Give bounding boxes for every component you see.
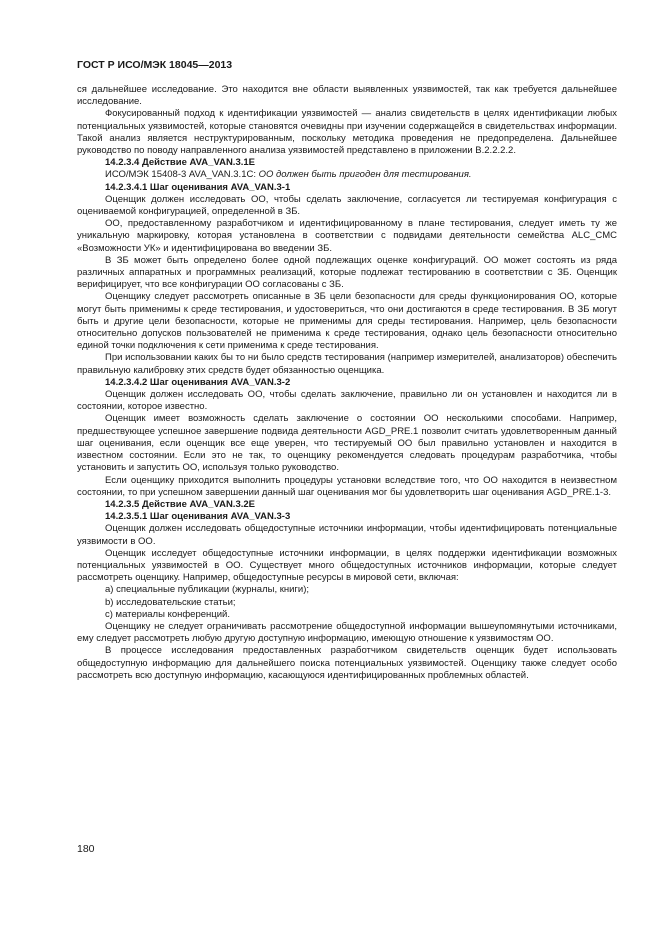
document-body (77, 84, 617, 682)
paragraph: Оценщик должен исследовать ОО, чтобы сделать заключение, согласуется ли тестируемая конфигурация с оцениваемой конфигурацией, определенной в ЗБ. (77, 193, 617, 218)
list-item: а) специальные публикации (журналы, книги); (105, 584, 310, 596)
paragraph: При использовании каких бы то ни было средств тестирования (например измерителей, анализаторов) обеспечить правильную калибровку этих средств будет обязанностью оценщика. (77, 352, 617, 376)
paragraph: Оценщику следует рассмотреть описанные в ЗБ цели безопасности для среды функционирования ОО, которые могут быть применимы к среде тестирования, и удостовериться, что они достигаются в среде тестирования. В ЗБ могут быть и другие цели безопасности, которые не применимы для среды тестирования. Например, цель безопасности относительно допусков пользователей не применима к среде тестирования, однако цель безопасности относительно единой точки подключения к сети применима к среде тестирования. (77, 291, 617, 352)
section-heading-14-2-3-5: 14.2.3.5 Действие AVA_VAN.3.2E (105, 498, 255, 510)
paragraph: Оценщик имеет возможность сделать заключение о состоянии ОО несколькими способами. Например, предшествующее успешное завершение подвида деятельности AGD_PRE.1 позволит считать удовлетворенным данный шаг оценивания, если оценщик все еще уверен, что тестируемый ОО был правильно установлен и находится в известном состоянии. Если это не так, то оценщику рекомендуется следовать процедурам разработчика, чтобы установить и запустить ОО, используя только руководство. (77, 413, 617, 474)
page-number: 180 (77, 843, 95, 855)
standard-reference (77, 169, 617, 181)
document-header: ГОСТ Р ИСО/МЭК 18045—2013 (77, 59, 233, 71)
reference-prefix: ИСО/МЭК 15408-3 AVA_VAN.3.1C: (105, 169, 259, 181)
paragraph: В процессе исследования предоставленных разработчиком свидетельств оценщик будет использовать общедоступную информацию для дальнейшего поиска потенциальных уязвимостей. Оценщику также следует особо рассмотреть всю доступную информацию, касающуюся идентифицированных проблемных областей. (77, 645, 617, 681)
section-heading-14-2-3-5-1: 14.2.3.5.1 Шаг оценивания AVA_VAN.3-3 (105, 511, 291, 523)
paragraph: ОО, предоставленному разработчиком и идентифицированному в плане тестирования, следует иметь ту же уникальную маркировку, которая установлена в соответствии с подвидами деятельности семейства ALC_CMC «Возможности УК» и идентифицирована во введении ЗБ. (77, 218, 617, 254)
paragraph-continuation: ся дальнейшее исследование. Это находится вне области выявленных уязвимостей, так как требуется дальнейшее исследование. (77, 84, 617, 108)
paragraph: Оценщик должен исследовать ОО, чтобы сделать заключение, правильно ли он установлен и находится ли в состоянии, которое известно. (77, 389, 617, 413)
section-heading-14-2-3-4: 14.2.3.4 Действие AVA_VAN.3.1E (105, 157, 255, 169)
reference-statement: ОО должен быть пригоден для тестирования. (258, 169, 472, 181)
section-heading-14-2-3-4-2: 14.2.3.4.2 Шаг оценивания AVA_VAN.3-2 (105, 376, 291, 388)
list-item: с) материалы конференций. (105, 608, 230, 620)
paragraph: Если оценщику приходится выполнить процедуры установки вследствие того, что ОО находится в неизвестном состоянии, то при успешном завершении данный шаг оценивания мог бы удовлетворить шаг оценивания AGD_PRE.1-3. (77, 474, 617, 498)
paragraph: Оценщик должен исследовать общедоступные источники информации, чтобы идентифицировать потенциальные уязвимости в ОО. (77, 523, 617, 547)
paragraph: Фокусированный подход к идентификации уязвимостей — анализ свидетельств в целях идентификации любых потенциальных уязвимостей, которые становятся очевидны при изучении содержащейся в свидетельствах информации. Такой анализ является неструктурированным, поскольку методика проведения не предопределена. Дальнейшее руководство по поводу направленного анализа уязвимостей представлено в приложении В.2.2.2.2. (77, 108, 617, 157)
list-item: b) исследовательские статьи; (105, 596, 236, 608)
paragraph: Оценщику не следует ограничивать рассмотрение общедоступной информации вышеупомянутыми источниками, ему следует рассмотреть любую другую доступную информацию, имеющую отношение к уязвимостям ОО. (77, 620, 617, 645)
paragraph: В ЗБ может быть определено более одной подлежащих оценке конфигураций. ОО может состоять из ряда различных аппаратных и программных реализаций, которые подлежат тестированию в соответствии с ЗБ. Оценщик верифицирует, что все конфигурации ОО согласованы с ЗБ. (77, 254, 617, 291)
section-heading-14-2-3-4-1: 14.2.3.4.1 Шаг оценивания AVA_VAN.3-1 (105, 181, 291, 193)
paragraph: Оценщик исследует общедоступные источники информации, в целях поддержки идентификации возможных потенциальных уязвимостей в ОО. Существует много общедоступных источников информации, которые следует рассмотреть оценщику. Например, общедоступные ресурсы в мировой сети, включая: (77, 547, 617, 584)
